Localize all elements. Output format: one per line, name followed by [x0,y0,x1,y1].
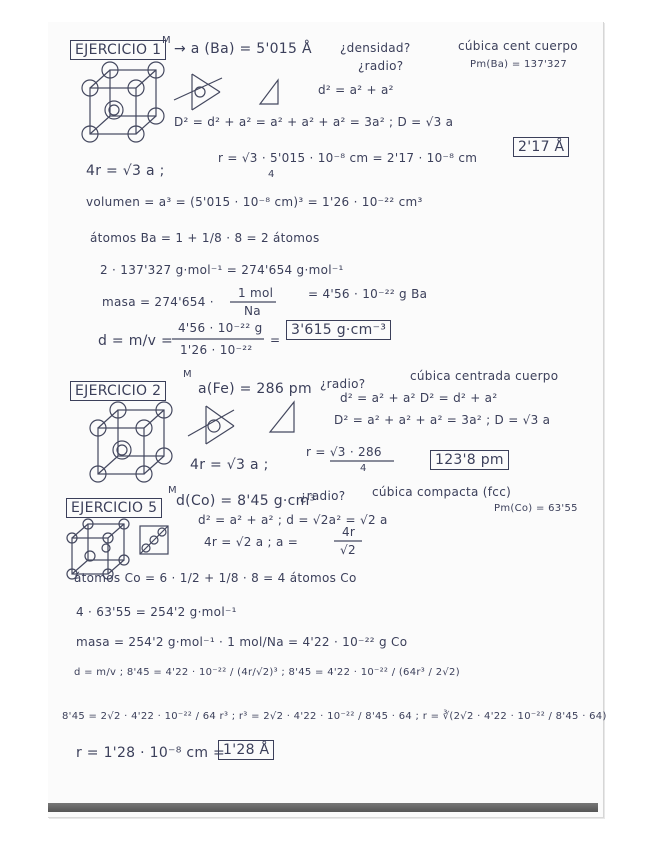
ex5-result-label: r = 1'28 · 10⁻⁸ cm = [76,745,226,761]
ex1-gmol: 2 · 137'327 g·mol⁻¹ = 274'654 g·mol⁻¹ [100,263,344,277]
ex2-eq2: D² = a² + a² + a² = 3a² ; D = √3 a [334,413,551,427]
ex1-title: EJERCICIO 1 [70,40,166,60]
ex1-molar-mass: Pm(Ba) = 137'327 [470,59,568,70]
ex1-q-density: ¿densidad? [340,41,411,55]
ex5-mark: M [168,485,177,496]
ex1-relation: 4r = √3 a ; [86,163,165,179]
ex2-bcc-cell-sketch [84,400,184,488]
ex1-structure-type: cúbica cent cuerpo [458,39,578,53]
ex2-radius-eq: r = √3 · 286 [306,445,382,459]
ex1-diagonal-sketch [172,70,232,115]
ex5-solve-line: 8'45 = 2√2 · 4'22 · 10⁻²² / 64 r³ ; r³ = 2√2 · 4'22 · 10⁻²² / 8'45 · 64 ; r = ∛(2√2 · 4'22 · 10⁻²² / 8'45 · 64) [62,711,607,722]
ex1-density-den: 1'26 · 10⁻²² [180,343,253,357]
ex1-mass-label: masa = 274'654 · [102,295,214,309]
ex5-a-den: √2 [340,543,356,557]
ex5-relation: 4r = √2 a ; a = [204,535,299,549]
ex1-radius-result: 2'17 Å [513,137,569,157]
ex1-density-num: 4'56 · 10⁻²² g [178,321,263,335]
ex5-molar-mass: Pm(Co) = 63'55 [494,503,578,514]
ex5-mass: masa = 254'2 g·mol⁻¹ · 1 mol/Na = 4'22 · 10⁻²² g Co [76,635,408,649]
ex1-volume: volumen = a³ = (5'015 · 10⁻⁸ cm)³ = 1'26 · 10⁻²² cm³ [86,195,423,209]
ex2-mark: M [183,369,192,380]
ex5-structure-type: cúbica compacta (fcc) [372,485,512,499]
ex2-relation: 4r = √3 a ; [190,457,269,473]
ex1-density-label: d = m/v = [98,333,174,349]
ex1-radius-den: 4 [268,169,275,180]
ex5-face-diagonal-sketch [136,520,176,560]
ex2-diagonal-sketch [186,402,244,448]
ex2-radius-result: 123'8 pm [430,450,509,470]
ex1-mass-num: 1 mol [238,286,274,300]
ex2-triangle-sketch [268,400,300,436]
ex1-density-result: 3'615 g·cm⁻³ [286,320,391,340]
ex1-D2: D² = d² + a² = a² + a² + a² = 3a² ; D = √3 a [174,115,454,129]
ex2-structure-type: cúbica centrada cuerpo [410,369,559,383]
ex5-q-radius: ¿radio? [300,489,346,503]
ex1-d2: d² = a² + a² [318,83,394,97]
ex1-mass-den: Na [244,304,261,318]
ex1-triangle-sketch [258,78,288,108]
ex5-result: 1'28 Å [218,740,274,760]
ex5-head: d(Co) = 8'45 g·cm³ [176,493,316,509]
ex2-q-radius: ¿radio? [320,377,366,391]
ex5-atoms: átomos Co = 6 · 1/2 + 1/8 · 8 = 4 átomos Co [74,571,357,585]
ex2-eq1: d² = a² + a² D² = d² + a² [340,391,498,405]
ex1-mass-result: = 4'56 · 10⁻²² g Ba [308,287,428,301]
ex5-eq1: d² = a² + a² ; d = √2a² = √2 a [198,513,388,527]
ex1-radius-eq: r = √3 · 5'015 · 10⁻⁸ cm = 2'17 · 10⁻⁸ cm [218,151,478,165]
page-bottom-edge [48,803,598,812]
ex5-gmol: 4 · 63'55 = 254'2 g·mol⁻¹ [76,605,237,619]
ex5-density-line: d = m/v ; 8'45 = 4'22 · 10⁻²² / (4r/√2)³ ; 8'45 = 4'22 · 10⁻²² / (64r³ / 2√2) [74,667,460,678]
ex1-q-radius: ¿radio? [358,59,404,73]
ex1-mark: M [162,35,171,46]
ex5-title: EJERCICIO 5 [66,498,162,518]
ex1-equals: = [270,333,281,347]
ex2-title: EJERCICIO 2 [70,381,166,401]
ex1-head: → a (Ba) = 5'015 Å [174,41,312,57]
ex1-density-fraction-bar [172,337,264,341]
ex1-bcc-cell-sketch [78,60,178,150]
ex5-a-num: 4r [342,525,356,539]
ex1-atoms: átomos Ba = 1 + 1/8 · 8 = 2 átomos [90,231,320,245]
ex2-radius-den: 4 [360,463,367,474]
ex2-head: a(Fe) = 286 pm [198,381,312,397]
